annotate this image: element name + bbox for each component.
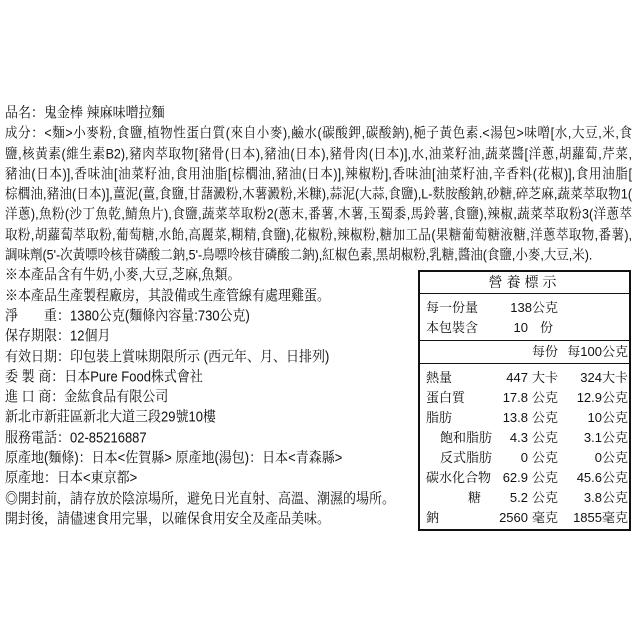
per-100g-value: 0公克 — [594, 450, 628, 465]
servings-per-package-row — [420, 318, 629, 338]
nutrition-facts-table — [418, 270, 631, 531]
serving-info — [420, 294, 629, 341]
per-serving-header: 每份 — [531, 344, 558, 359]
per-100g-value: 3.8公克 — [583, 490, 628, 505]
per-100g-value: 12.9公克 — [576, 390, 628, 405]
nutrient-row-carbohydrate — [420, 468, 629, 488]
servings-per-package-value: 10 — [513, 320, 528, 335]
per-serving-value: 13.8 — [502, 410, 528, 425]
per-serving-value: 0 — [520, 450, 528, 465]
nutrient-row-fat — [420, 408, 629, 428]
nutrient-name: 糖 — [468, 490, 482, 505]
per-serving-unit: 公克 — [532, 390, 559, 405]
per-serving-unit: 公克 — [532, 410, 559, 425]
ingredients-line: 洋蔥),魚粉(沙丁魚乾,鯖魚片),食鹽,蔬菜萃取粉2(蔥末,番薯,木薯,玉蜀黍,馬鈴薯,食鹽),辣椒,蔬菜萃取粉3(洋蔥萃 — [5, 206, 632, 223]
ingredients-line: 鹽,核黃素(維生素B2),豬肉萃取物[豬骨(日本),豬油(日本),豬骨肉(日本)],水,油菜籽油,蔬菜醬[洋蔥,胡蘿蔔,芹菜, — [5, 145, 632, 162]
ingredients-line: 豬油(日本)],香味油[油菜籽油,食用油脂[棕櫚油,豬油(日本)],辣椒粉],香味油[油菜籽油,辛香料(花椒)],食用油脂[ — [5, 166, 632, 182]
serving-size-label: 每一份量 — [426, 300, 479, 315]
nutrient-row-saturated-fat — [420, 428, 629, 448]
per-serving-unit: 公克 — [532, 450, 559, 465]
per-serving-value: 2560 — [499, 510, 528, 525]
nutrient-name: 碳水化合物 — [426, 470, 492, 485]
facility-note: ※本產品生產製程廠房，其設備或生產管線有處理雞蛋。 — [5, 286, 331, 304]
nutrient-name: 反式脂肪 — [440, 450, 492, 465]
servings-unit: 份 — [540, 320, 554, 335]
expiry-date: 有效日期：印包裝上賞味期限所示 (西元年、月、日排列) — [5, 347, 330, 365]
nutrient-row-trans-fat — [420, 448, 629, 468]
product-name: 品名：鬼金棒 辣麻味噌拉麵 — [5, 104, 165, 121]
per-100g-value: 324大卡 — [580, 370, 628, 385]
ingredients-line: 取粉,胡蘿蔔萃取粉,葡萄糖,水飴,高麗菜,糊精,食鹽),花椒粉,辣椒粉,糖加工品(果糖葡萄糖液糖,洋蔥萃取物,番薯), — [5, 226, 632, 243]
ingredients-line: 成分：<麵>小麥粉,食鹽,植物性蛋白質(來自小麥),鹼水(碳酸鉀,碳酸鈉),梔子黃色素.<湯包>味噌[水,大豆,米,食 — [5, 125, 632, 142]
ingredients-line: 調味劑(5'-次黃嘌呤核苷磷酸二鈉,5'-鳥嘌呤核苷磷酸二鈉),紅椒色素,黑胡椒粉,乳糖,醬油(食鹽,小麥,大豆,米). — [5, 247, 593, 263]
per-serving-unit: 毫克 — [532, 510, 559, 525]
net-weight: 淨 重：1380公克(麵條內容量:730公克) — [5, 306, 250, 324]
per-100g-value: 45.6公克 — [576, 470, 628, 485]
allergen-note: ※本產品含有牛奶,小麥,大豆,芝麻,魚類。 — [5, 266, 241, 284]
per-serving-value: 447 — [506, 370, 528, 385]
service-phone: 服務電話：02-85216887 — [5, 428, 147, 446]
importer: 進 口 商：金紘食品有限公司 — [5, 388, 169, 405]
nutrient-row-sodium — [420, 508, 629, 528]
per-100g-value: 1855毫克 — [573, 510, 628, 525]
serving-size-value: 138公克 — [510, 300, 558, 315]
nutrient-row-sugar — [420, 488, 629, 508]
per-serving-unit: 公克 — [532, 430, 559, 445]
per-serving-unit: 公克 — [532, 470, 559, 485]
per-100g-value: 10公克 — [587, 410, 628, 425]
importer-address: 新北市新莊區新北大道三段29號10樓 — [5, 408, 216, 426]
per-serving-value: 62.9 — [502, 470, 528, 485]
nutrient-name: 脂肪 — [426, 410, 453, 425]
nutrient-name: 蛋白質 — [426, 390, 466, 405]
header-row — [420, 341, 629, 363]
per-serving-value: 4.3 — [509, 430, 528, 445]
nutrient-row-calories — [420, 368, 629, 388]
per-serving-value: 17.8 — [502, 390, 528, 405]
nutrition-title: 營養標示 — [420, 272, 629, 294]
per-100g-header: 每100公克 — [567, 344, 628, 359]
ingredients-line: 棕櫚油,豬油(日本)],薑泥(薑,食鹽,甘藷澱粉,木薯澱粉,米糠),蒜泥(大蒜,食鹽),L-麩胺酸鈉,砂糖,碎芝麻,蔬菜萃取物1( — [5, 186, 632, 203]
origin: 原產地：日本<東京都> — [5, 469, 138, 487]
manufacturer: 委 製 商：日本Pure Food株式會社 — [5, 367, 203, 385]
nutrition-column-header — [420, 341, 629, 364]
storage-after-opening: 開封後，請儘速食用完畢，以確保食用安全及產品美味。 — [5, 509, 331, 527]
shelf-life: 保存期限：12個月 — [5, 327, 111, 345]
storage-before-opening: ◎開封前，請存放於陰涼場所，避免日光直射、高溫、潮濕的場所。 — [5, 489, 396, 507]
servings-per-package-label: 本包裝含 — [426, 320, 479, 335]
nutrient-name: 熱量 — [426, 370, 453, 385]
nutrient-name: 飽和脂肪 — [440, 430, 492, 445]
nutrient-row-protein — [420, 388, 629, 408]
nutrient-name: 鈉 — [426, 510, 440, 525]
nutrition-rows — [420, 364, 629, 528]
serving-size-row — [420, 298, 629, 318]
per-serving-unit: 公克 — [532, 490, 559, 505]
per-serving-value: 5.2 — [509, 490, 528, 505]
origin-noodles-soup: 原產地(麵條)：日本<佐賀縣> 原產地(湯包)：日本<青森縣> — [5, 449, 343, 466]
per-serving-unit: 大卡 — [532, 370, 559, 385]
per-100g-value: 3.1公克 — [583, 430, 628, 445]
